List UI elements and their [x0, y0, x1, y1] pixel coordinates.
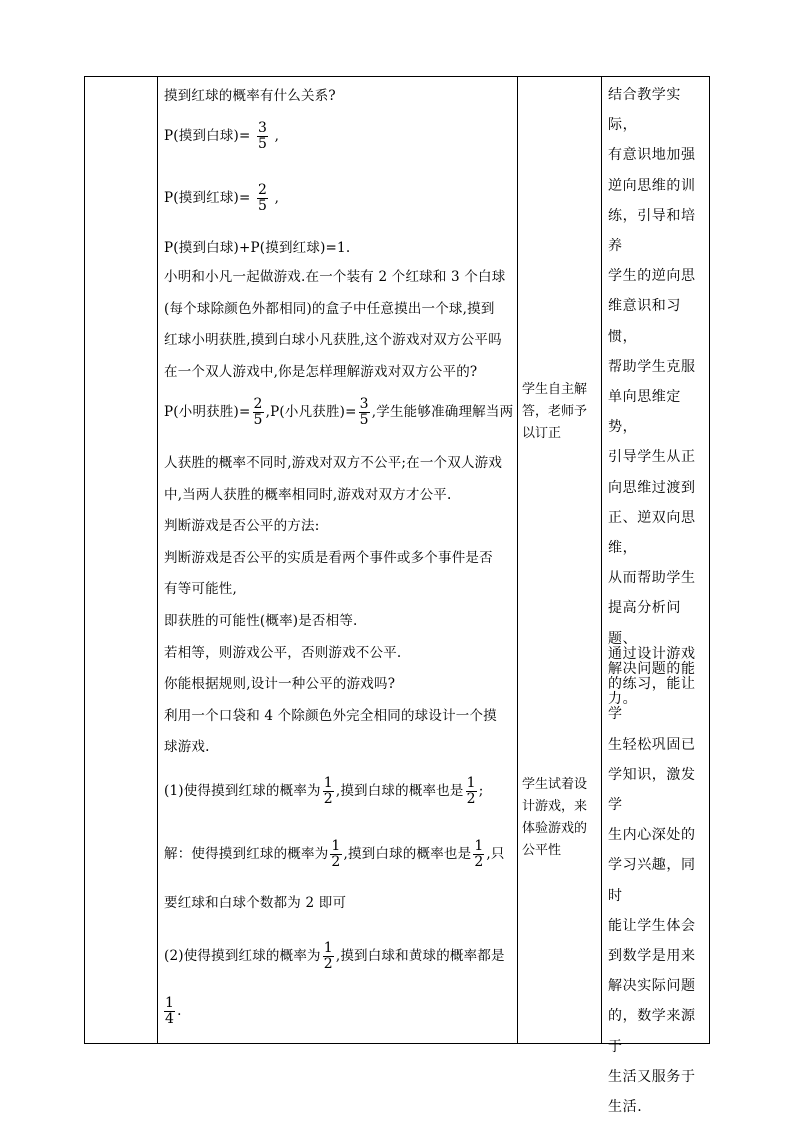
note-line: 以订正	[522, 426, 562, 441]
text-segment: (1)使得摸到红球的概率为	[164, 783, 321, 799]
numerator: 1	[165, 995, 175, 1011]
text-segment: ,P(小凡获胜)=	[265, 404, 357, 420]
text-segment: P(摸到红球)=	[164, 190, 251, 206]
note-line: 力。	[608, 691, 638, 708]
text-segment: P(小明获胜)=	[164, 404, 251, 420]
intent-note-1	[608, 80, 708, 714]
numerator: 2	[258, 182, 268, 198]
note-line: 解决问题的能	[608, 660, 696, 677]
prob-white-line	[164, 121, 279, 152]
text-segment: P(摸到白球)=	[164, 128, 251, 144]
note-line: 生活又服务于	[608, 1068, 696, 1085]
prob-red-line	[164, 183, 279, 214]
fraction	[257, 121, 268, 152]
note-line: 学生自主解	[522, 382, 588, 397]
text-line: 即获胜的可能性(概率)是否相等.	[164, 613, 358, 629]
numerator: 1	[323, 775, 333, 791]
text-segment: ,摸到白球的概率也是	[335, 783, 464, 799]
text-segment: ;	[478, 783, 484, 799]
note-line: 维意识和习惯，	[608, 298, 681, 345]
activity-note-2	[522, 774, 600, 862]
fraction	[330, 839, 341, 870]
text-segment: ,只	[486, 846, 505, 862]
text-line: 利用一个口袋和 4 个除颜色外完全相同的球设计一个摸	[164, 708, 497, 724]
text-segment: ,	[274, 190, 280, 206]
numerator: 2	[253, 396, 263, 412]
note-line: 逆向思维的训	[608, 177, 696, 194]
note-line: 单向思维定势，	[608, 389, 681, 436]
text-segment: ,	[274, 128, 280, 144]
note-line: 帮助学生克服	[608, 358, 696, 375]
denominator: 2	[474, 854, 484, 870]
fraction	[466, 776, 477, 807]
note-line: 有意识地加强	[608, 147, 696, 164]
note-line: 生内心深处的	[608, 827, 696, 844]
text-line: 判断游戏是否公平的方法:	[164, 518, 320, 534]
design-1-line	[164, 776, 484, 807]
text-line: (每个球除颜色外都相同)的盒子中任意摸出一个球,摸到	[164, 301, 495, 317]
denominator: 5	[359, 412, 369, 428]
note-line: 生轻松巩固已	[608, 736, 696, 753]
lesson-table	[84, 76, 710, 1116]
note-line: 计游戏，来	[522, 799, 588, 814]
fraction	[253, 397, 264, 428]
column-divider	[157, 77, 158, 1043]
numerator: 1	[331, 838, 341, 854]
denominator: 5	[258, 198, 268, 214]
text-line: 若相等，则游戏公平，否则游戏不公平.	[164, 645, 402, 661]
text-line: 你能根据规则,设计一种公平的游戏吗?	[164, 676, 396, 692]
text-line: 要红球和白球个数都为 2 即可	[164, 895, 347, 911]
text-line: 球游戏.	[164, 739, 210, 755]
note-line: 体验游戏的	[522, 821, 588, 836]
note-line: 正、逆双向思维，	[608, 509, 696, 557]
text-line: 判断游戏是否公平的实质是看两个事件或多个事件是否	[164, 550, 493, 566]
denominator: 5	[253, 412, 263, 428]
activity-note-1	[522, 379, 600, 445]
fraction	[323, 941, 334, 972]
text-line: 中,当两人获胜的概率相同时,游戏对双方才公平.	[164, 487, 452, 503]
text-line: 在一个双人游戏中,你是怎样理解游戏对双方公平的?	[164, 364, 478, 380]
text-line: P(摸到白球)+P(摸到红球)=1.	[164, 240, 351, 256]
numerator: 3	[359, 396, 369, 412]
note-line: 到数学是用来	[608, 948, 696, 965]
note-line: 学生试着设	[522, 777, 588, 792]
text-segment: ,摸到白球的概率也是	[343, 846, 472, 862]
quarter-line	[164, 996, 182, 1027]
text-line: 有等可能性,	[164, 581, 237, 597]
denominator: 2	[331, 854, 341, 870]
solution-line	[164, 839, 505, 870]
note-line: 学知识，激发学	[608, 766, 696, 814]
note-line: 公平性	[522, 843, 562, 858]
text-line: 摸到红球的概率有什么关系?	[164, 88, 336, 104]
denominator: 5	[258, 136, 268, 152]
denominator: 2	[323, 791, 333, 807]
fraction	[323, 776, 334, 807]
content-cell	[164, 77, 514, 1043]
numerator: 1	[474, 838, 484, 854]
column-divider	[601, 77, 602, 1043]
denominator: 4	[165, 1011, 175, 1027]
note-line: 通过设计游戏	[608, 646, 696, 662]
note-line: 的，数学来源于	[608, 1008, 696, 1055]
numerator: 3	[258, 120, 268, 136]
text-segment: ,学生能够准确理解当两	[371, 404, 514, 420]
design-2-line	[164, 941, 505, 972]
note-line: 练，引导和培养	[608, 207, 696, 255]
note-line: 解决实际问题	[608, 978, 696, 995]
note-line: 生活.	[608, 1099, 643, 1116]
denominator: 2	[323, 956, 333, 972]
denominator: 2	[466, 791, 476, 807]
text-line: 人获胜的概率不同时,游戏对双方不公平;在一个双人游戏	[164, 455, 503, 471]
text-segment: .	[177, 1003, 182, 1019]
fraction	[257, 183, 268, 214]
text-segment: ,摸到白球和黄球的概率都是	[335, 948, 505, 964]
note-line: 从而帮助学生	[608, 570, 696, 587]
stage-cell	[85, 77, 157, 1043]
column-divider	[517, 77, 518, 1043]
note-line: 结合教学实际，	[608, 87, 681, 134]
note-line: 能让学生体会	[608, 917, 696, 934]
fraction	[473, 839, 484, 870]
numerator: 1	[323, 940, 333, 956]
note-line: 学生的逆向思	[608, 268, 696, 285]
text-segment: 解：使得摸到红球的概率为	[164, 846, 329, 862]
note-line: 答，老师予	[522, 404, 588, 419]
win-prob-line	[164, 397, 513, 428]
text-line: 小明和小凡一起做游戏.在一个装有 2 个红球和 3 个白球	[164, 269, 506, 285]
note-line: 引导学生从正	[608, 449, 696, 466]
fraction	[359, 397, 370, 428]
note-line: 学习兴趣，同时	[608, 857, 696, 904]
text-line: 红球小明获胜,摸到白球小凡获胜,这个游戏对双方公平吗	[164, 332, 502, 348]
numerator: 1	[466, 775, 476, 791]
intent-note-2	[608, 639, 708, 1122]
fraction	[164, 996, 175, 1027]
note-line: 的练习，能让学	[608, 676, 696, 723]
note-line: 提高分析问题、	[608, 600, 681, 647]
text-segment: (2)使得摸到红球的概率为	[164, 948, 321, 964]
note-line: 向思维过渡到	[608, 479, 696, 496]
